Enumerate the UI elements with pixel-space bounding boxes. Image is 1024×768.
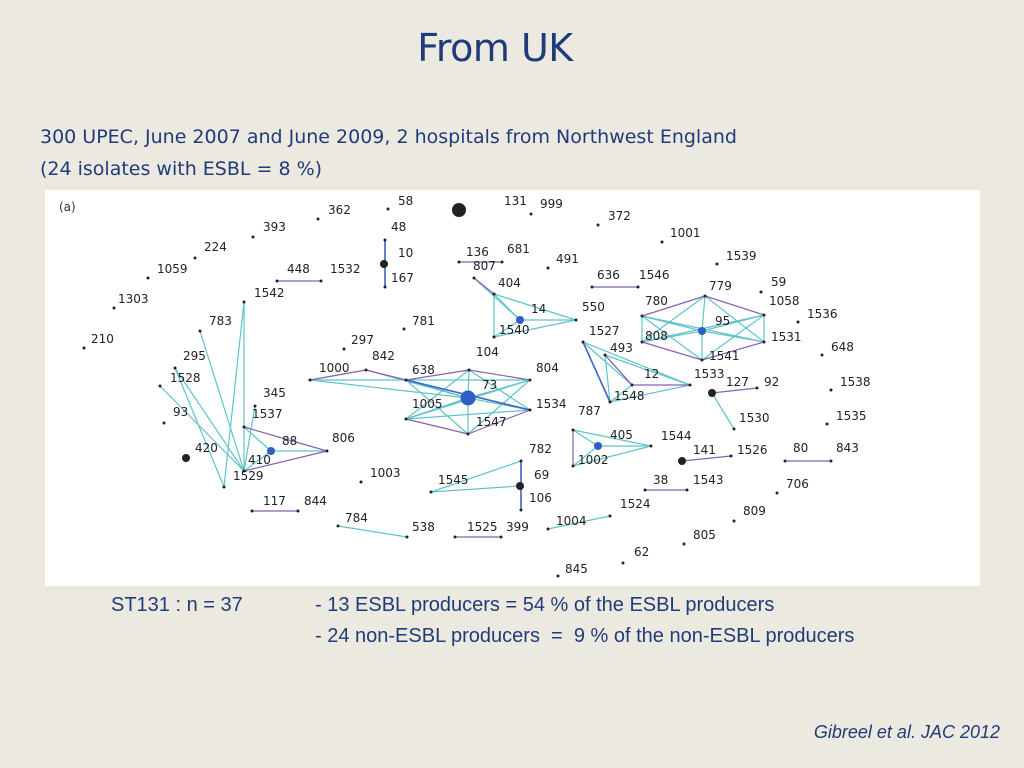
node-label-1058: 1058 [769, 294, 800, 308]
node-1534 [529, 409, 532, 412]
node-104 [468, 369, 471, 372]
node-label-1542: 1542 [254, 286, 285, 300]
node-label-1539: 1539 [726, 249, 757, 263]
network-diagram-panel [45, 190, 980, 586]
node-label-1002: 1002 [578, 453, 609, 467]
node-label-167: 167 [391, 271, 414, 285]
node-label-538: 538 [412, 520, 435, 534]
node-93 [163, 422, 166, 425]
node-label-362: 362 [328, 203, 351, 217]
node-69 [516, 482, 524, 490]
node-405 [594, 442, 602, 450]
node-label-1535: 1535 [836, 409, 867, 423]
node-label-648: 648 [831, 340, 854, 354]
node-label-224: 224 [204, 240, 227, 254]
node-label-345: 345 [263, 386, 286, 400]
node-label-1003: 1003 [370, 466, 401, 480]
node-1535 [826, 423, 829, 426]
node-label-420: 420 [195, 441, 218, 455]
node-label-127: 127 [726, 375, 749, 389]
node-1544 [650, 445, 653, 448]
node-38 [644, 489, 647, 492]
node-label-73: 73 [482, 378, 498, 392]
node-844 [297, 510, 300, 513]
node-label-295: 295 [183, 349, 206, 363]
node-label-1540: 1540 [499, 323, 530, 337]
subtitle-line-1: 300 UPEC, June 2007 and June 2009, 2 hospitals from Northwest England [40, 126, 737, 148]
edge-779-1058 [705, 296, 764, 315]
subtitle-line-2: (24 isolates with ESBL = 8 %) [40, 158, 323, 180]
st131-label: ST131 : n = 37 [111, 594, 243, 616]
node-label-106: 106 [529, 491, 552, 505]
node-1525 [454, 536, 457, 539]
node-label-93: 93 [173, 405, 189, 419]
node-label-405: 405 [610, 428, 633, 442]
node-706 [776, 492, 779, 495]
node-label-844: 844 [304, 494, 327, 508]
node-1541 [701, 359, 704, 362]
node-label-1001: 1001 [670, 226, 701, 240]
node-784 [337, 525, 340, 528]
node-label-787: 787 [578, 404, 601, 418]
node-1005 [405, 418, 408, 421]
edge-1542-1529 [224, 302, 244, 487]
node-1526 [730, 455, 733, 458]
node-638 [405, 379, 408, 382]
node-label-12: 12 [644, 367, 660, 381]
node-780 [641, 315, 644, 318]
node-809 [733, 520, 736, 523]
edge-784-538 [338, 526, 407, 537]
node-681 [501, 261, 504, 264]
node-1547 [467, 433, 470, 436]
node-label-808: 808 [645, 329, 668, 343]
node-1546 [637, 286, 640, 289]
node-label-1525: 1525 [467, 520, 498, 534]
node-label-1533: 1533 [694, 367, 725, 381]
node-label-638: 638 [412, 363, 435, 377]
node-1530 [733, 428, 736, 431]
node-1545 [430, 491, 433, 494]
node-73 [461, 391, 476, 406]
node-1532 [320, 280, 323, 283]
node-1524 [609, 515, 612, 518]
node-648 [821, 354, 824, 357]
node-1538 [830, 389, 833, 392]
node-label-809: 809 [743, 504, 766, 518]
node-636 [591, 286, 594, 289]
node-label-491: 491 [556, 252, 579, 266]
node-label-1059: 1059 [157, 262, 188, 276]
node-787 [572, 429, 575, 432]
node-label-92: 92 [764, 375, 780, 389]
node-393 [252, 236, 255, 239]
node-808 [641, 341, 644, 344]
node-12 [631, 384, 634, 387]
node-62 [622, 562, 625, 565]
node-label-1545: 1545 [438, 473, 469, 487]
node-label-10: 10 [398, 246, 414, 260]
node-label-780: 780 [645, 294, 668, 308]
edge-842-638 [366, 370, 406, 380]
node-10 [380, 260, 388, 268]
node-58 [387, 208, 390, 211]
node-1000 [309, 379, 312, 382]
node-1058 [763, 314, 766, 317]
node-136 [458, 261, 461, 264]
node-label-58: 58 [398, 194, 414, 208]
esbl-summary-line: - 13 ESBL producers = 54 % of the ESBL producers [315, 594, 775, 616]
node-label-104: 104 [476, 345, 499, 359]
node-781 [403, 328, 406, 331]
node-106 [520, 509, 523, 512]
node-807 [473, 277, 476, 280]
node-80 [784, 460, 787, 463]
node-399 [500, 536, 503, 539]
node-label-1004: 1004 [556, 514, 587, 528]
node-label-372: 372 [608, 209, 631, 223]
node-label-62: 62 [634, 545, 650, 559]
node-1001 [661, 241, 664, 244]
node-448 [276, 280, 279, 283]
node-404 [493, 293, 496, 296]
node-label-784: 784 [345, 511, 368, 525]
node-label-1531: 1531 [771, 330, 802, 344]
node-117 [251, 510, 254, 513]
node-label-117: 117 [263, 494, 286, 508]
node-550 [575, 319, 578, 322]
node-label-399: 399 [506, 520, 529, 534]
node-label-805: 805 [693, 528, 716, 542]
node-1529 [223, 486, 226, 489]
node-842 [365, 369, 368, 372]
node-538 [406, 536, 409, 539]
node-label-493: 493 [610, 341, 633, 355]
node-420 [182, 454, 190, 462]
node-label-38: 38 [653, 473, 669, 487]
edge-104-804 [469, 370, 530, 380]
node-1004 [547, 528, 550, 531]
node-label-297: 297 [351, 333, 374, 347]
node-297 [343, 348, 346, 351]
panel-label: (a) [59, 200, 76, 214]
node-label-1000: 1000 [319, 361, 350, 375]
edge-1528-410 [160, 386, 244, 471]
node-label-1005: 1005 [412, 397, 443, 411]
node-label-88: 88 [282, 434, 298, 448]
node-label-681: 681 [507, 242, 530, 256]
node-141 [678, 457, 686, 465]
node-label-804: 804 [536, 361, 559, 375]
node-label-999: 999 [540, 197, 563, 211]
node-131 [452, 203, 466, 217]
node-95 [698, 327, 706, 335]
node-783 [199, 330, 202, 333]
subtitle [40, 121, 737, 185]
node-label-1530: 1530 [739, 411, 770, 425]
node-362 [317, 218, 320, 221]
node-label-1528: 1528 [170, 371, 201, 385]
node-1543 [686, 489, 689, 492]
node-label-779: 779 [709, 279, 732, 293]
node-label-1537: 1537 [252, 407, 283, 421]
node-493 [604, 354, 607, 357]
node-label-1536: 1536 [807, 307, 838, 321]
node-label-807: 807 [473, 259, 496, 273]
node-167 [384, 286, 387, 289]
network-diagram [45, 190, 980, 586]
node-label-1529: 1529 [233, 469, 264, 483]
node-label-131: 131 [504, 194, 527, 208]
node-779 [704, 295, 707, 298]
node-1540 [493, 336, 496, 339]
node-804 [529, 379, 532, 382]
node-label-845: 845 [565, 562, 588, 576]
node-1003 [360, 481, 363, 484]
node-label-80: 80 [793, 441, 809, 455]
citation: Gibreel et al. JAC 2012 [813, 722, 1000, 742]
edge-779-95 [702, 296, 705, 331]
node-label-48: 48 [391, 220, 407, 234]
node-label-136: 136 [466, 245, 489, 259]
node-1533 [689, 384, 692, 387]
node-843 [830, 460, 833, 463]
node-label-59: 59 [771, 275, 787, 289]
node-label-781: 781 [412, 314, 435, 328]
node-label-95: 95 [715, 314, 731, 328]
node-label-783: 783 [209, 314, 232, 328]
node-48 [384, 239, 387, 242]
node-224 [194, 257, 197, 260]
node-label-782: 782 [529, 442, 552, 456]
node-label-706: 706 [786, 477, 809, 491]
node-1527 [582, 341, 585, 344]
edge-104-1005 [406, 370, 469, 419]
node-label-843: 843 [836, 441, 859, 455]
non-esbl-summary-line: - 24 non-ESBL producers = 9 % of the non-ESBL producers [315, 625, 855, 647]
node-1531 [763, 341, 766, 344]
node-label-1532: 1532 [330, 262, 361, 276]
node-label-1543: 1543 [693, 473, 724, 487]
node-1542 [243, 301, 246, 304]
node-label-1546: 1546 [639, 268, 670, 282]
node-label-1544: 1544 [661, 429, 692, 443]
node-1528 [159, 385, 162, 388]
node-372 [597, 224, 600, 227]
node-1303 [113, 307, 116, 310]
node-127 [708, 389, 716, 397]
node-label-448: 448 [287, 262, 310, 276]
node-label-1547: 1547 [476, 415, 507, 429]
node-label-1548: 1548 [614, 389, 645, 403]
edge-127-1530 [712, 393, 734, 429]
node-782 [520, 460, 523, 463]
node-label-141: 141 [693, 443, 716, 457]
node-label-1538: 1538 [840, 375, 871, 389]
node-label-806: 806 [332, 431, 355, 445]
node-491 [547, 267, 550, 270]
node-999 [530, 213, 533, 216]
node-label-1303: 1303 [118, 292, 149, 306]
node-label-550: 550 [582, 300, 605, 314]
node-845 [557, 575, 560, 578]
node-806 [326, 450, 329, 453]
node-210 [83, 347, 86, 350]
node-label-404: 404 [498, 276, 521, 290]
node-label-1541: 1541 [709, 349, 740, 363]
node-295 [174, 367, 177, 370]
node-label-636: 636 [597, 268, 620, 282]
node-label-1534: 1534 [536, 397, 567, 411]
node-59 [760, 291, 763, 294]
node-label-1526: 1526 [737, 443, 768, 457]
node-label-842: 842 [372, 349, 395, 363]
node-label-393: 393 [263, 220, 286, 234]
node-label-1524: 1524 [620, 497, 651, 511]
edge-807-404 [474, 278, 494, 294]
node-1537 [243, 426, 246, 429]
node-label-14: 14 [531, 302, 547, 316]
node-1002 [572, 465, 575, 468]
node-92 [756, 387, 759, 390]
node-1539 [716, 263, 719, 266]
node-1536 [797, 321, 800, 324]
edge-808-1541 [642, 342, 702, 360]
node-label-210: 210 [91, 332, 114, 346]
node-label-410: 410 [248, 453, 271, 467]
node-1059 [147, 277, 150, 280]
node-label-1527: 1527 [589, 324, 620, 338]
node-label-69: 69 [534, 468, 550, 482]
node-1548 [609, 401, 612, 404]
slide-title: From UK [417, 26, 573, 70]
node-805 [683, 543, 686, 546]
